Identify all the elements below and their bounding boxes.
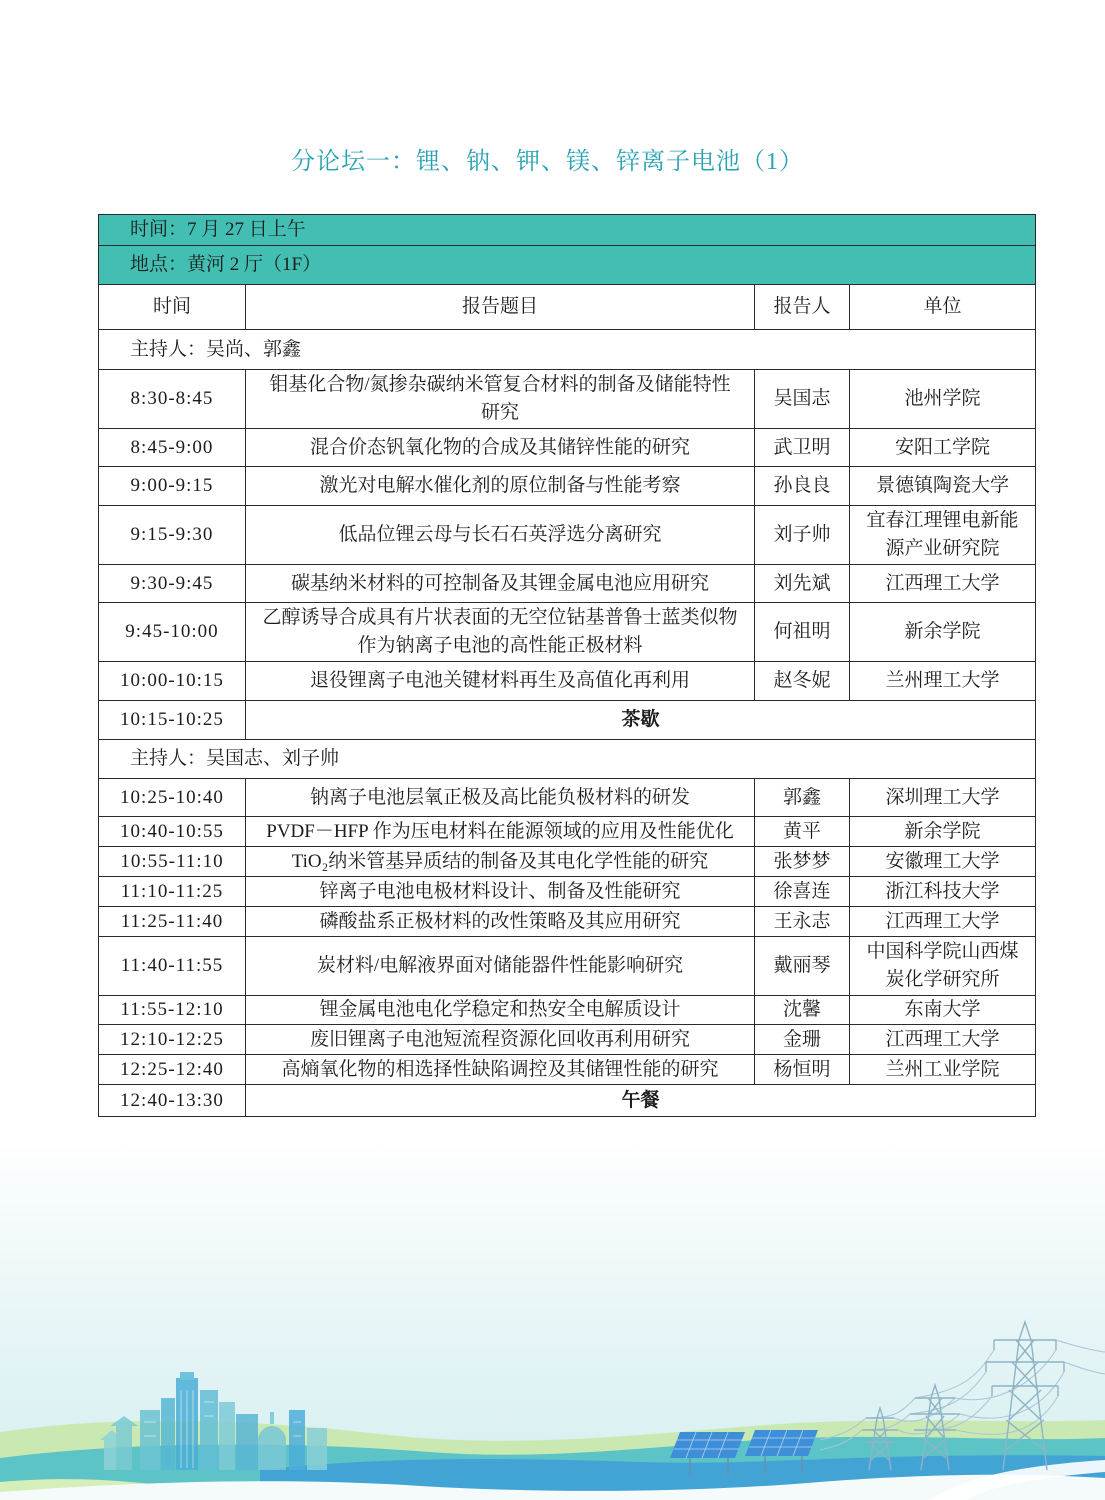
talk-time: 9:15-9:30 [99,506,246,565]
talk-affiliation: 兰州工业学院 [850,1055,1036,1085]
talk-time: 8:45-9:00 [99,429,246,467]
header-affiliation: 单位 [850,285,1036,330]
talk-speaker: 王永志 [755,907,850,937]
lunch-time: 12:40-13:30 [99,1085,246,1117]
talk-topic: 锌离子电池电极材料设计、制备及性能研究 [246,877,755,907]
lunch-row [99,1085,1036,1117]
talk-row [99,996,1036,1025]
talk-time: 8:30-8:45 [99,370,246,429]
lunch-label: 午餐 [246,1085,1036,1117]
header-speaker: 报告人 [755,285,850,330]
talk-time: 11:10-11:25 [99,877,246,907]
talk-topic: 锂金属电池电化学稳定和热安全电解质设计 [246,996,755,1025]
talk-affiliation: 安阳工学院 [850,429,1036,467]
talk-time: 11:40-11:55 [99,937,246,996]
host-names: 主持人：吴国志、刘子帅 [99,740,1036,779]
talk-affiliation: 景德镇陶瓷大学 [850,467,1036,506]
talk-time: 12:25-12:40 [99,1055,246,1085]
talk-topic: 废旧锂离子电池短流程资源化回收再利用研究 [246,1025,755,1055]
session-time: 时间：7 月 27 日上午 [99,215,1036,246]
talk-time: 9:45-10:00 [99,603,246,662]
talk-time: 12:10-12:25 [99,1025,246,1055]
talk-affiliation: 新余学院 [850,603,1036,662]
header-row [99,285,1036,330]
talk-speaker: 金珊 [755,1025,850,1055]
talk-topic: 退役锂离子电池关键材料再生及高值化再利用 [246,662,755,701]
talk-time: 10:40-10:55 [99,817,246,847]
talk-topic: 磷酸盐系正极材料的改性策略及其应用研究 [246,907,755,937]
page-title: 分论坛一：锂、钠、钾、镁、锌离子电池（1） [291,149,804,175]
host-names: 主持人：吴尚、郭鑫 [99,330,1036,370]
schedule-table [98,214,1036,1117]
talk-affiliation: 新余学院 [850,817,1036,847]
talk-speaker: 张梦梦 [755,847,850,877]
talk-row [99,817,1036,847]
talk-topic: 乙醇诱导合成具有片状表面的无空位钴基普鲁士蓝类似物 作为钠离子电池的高性能正极材料 [246,603,755,662]
tea-break-time: 10:15-10:25 [99,701,246,740]
talk-affiliation: 宜春江理锂电新能源产业研究院 [850,506,1036,565]
talk-speaker: 武卫明 [755,429,850,467]
talk-affiliation: 东南大学 [850,996,1036,1025]
talk-row [99,565,1036,603]
talk-topic: 炭材料/电解液界面对储能器件性能影响研究 [246,937,755,996]
talk-affiliation: 江西理工大学 [850,907,1036,937]
talk-speaker: 吴国志 [755,370,850,429]
talk-topic: PVDF－HFP 作为压电材料在能源领域的应用及性能优化 [246,817,755,847]
talk-row [99,779,1036,817]
talk-row [99,370,1036,429]
talk-row [99,603,1036,662]
talk-row [99,937,1036,996]
talk-speaker: 沈馨 [755,996,850,1025]
talk-row [99,1055,1036,1085]
talk-affiliation: 池州学院 [850,370,1036,429]
talk-row [99,506,1036,565]
talk-time: 10:25-10:40 [99,779,246,817]
host-row [99,330,1036,370]
session-venue-row [99,246,1036,285]
talk-speaker: 黄平 [755,817,850,847]
talk-affiliation: 中国科学院山西煤炭化学研究所 [850,937,1036,996]
talk-speaker: 刘子帅 [755,506,850,565]
header-topic: 报告题目 [246,285,755,330]
talk-row [99,662,1036,701]
talk-affiliation: 江西理工大学 [850,565,1036,603]
talk-speaker: 孙良良 [755,467,850,506]
talk-topic: 混合价态钒氧化物的合成及其储锌性能的研究 [246,429,755,467]
talk-row [99,907,1036,937]
talk-topic: 钠离子电池层氧正极及高比能负极材料的研发 [246,779,755,817]
talk-speaker: 杨恒明 [755,1055,850,1085]
tea-break-row [99,701,1036,740]
talk-topic: 低品位锂云母与长石石英浮选分离研究 [246,506,755,565]
talk-speaker: 何祖明 [755,603,850,662]
talk-row [99,1025,1036,1055]
talk-affiliation: 安徽理工大学 [850,847,1036,877]
talk-row [99,847,1036,877]
talk-time: 11:25-11:40 [99,907,246,937]
talk-row [99,429,1036,467]
talk-topic: 碳基纳米材料的可控制备及其锂金属电池应用研究 [246,565,755,603]
session-time-row [99,215,1036,246]
talk-affiliation: 江西理工大学 [850,1025,1036,1055]
session-venue: 地点：黄河 2 厅（1F） [99,246,1036,285]
talk-topic: 钼基化合物/氮掺杂碳纳米管复合材料的制备及储能特性 研究 [246,370,755,429]
talk-speaker: 赵冬妮 [755,662,850,701]
talk-affiliation: 深圳理工大学 [850,779,1036,817]
talk-time: 10:55-11:10 [99,847,246,877]
talk-time: 9:00-9:15 [99,467,246,506]
header-time: 时间 [99,285,246,330]
talk-topic: TiO₂纳米管基异质结的制备及其电化学性能的研究 [246,847,755,877]
talk-affiliation: 浙江科技大学 [850,877,1036,907]
talk-time: 11:55-12:10 [99,996,246,1025]
talk-topic: 高熵氧化物的相选择性缺陷调控及其储锂性能的研究 [246,1055,755,1085]
talk-time: 9:30-9:45 [99,565,246,603]
talk-speaker: 戴丽琴 [755,937,850,996]
talk-affiliation: 兰州理工大学 [850,662,1036,701]
tea-break-label: 茶歇 [246,701,1036,740]
talk-speaker: 郭鑫 [755,779,850,817]
talk-speaker: 徐喜连 [755,877,850,907]
talk-topic: 激光对电解水催化剂的原位制备与性能考察 [246,467,755,506]
talk-row [99,467,1036,506]
talk-time: 10:00-10:15 [99,662,246,701]
host-row [99,740,1036,779]
talk-speaker: 刘先斌 [755,565,850,603]
talk-row [99,877,1036,907]
footer-illustration [0,1140,1105,1500]
